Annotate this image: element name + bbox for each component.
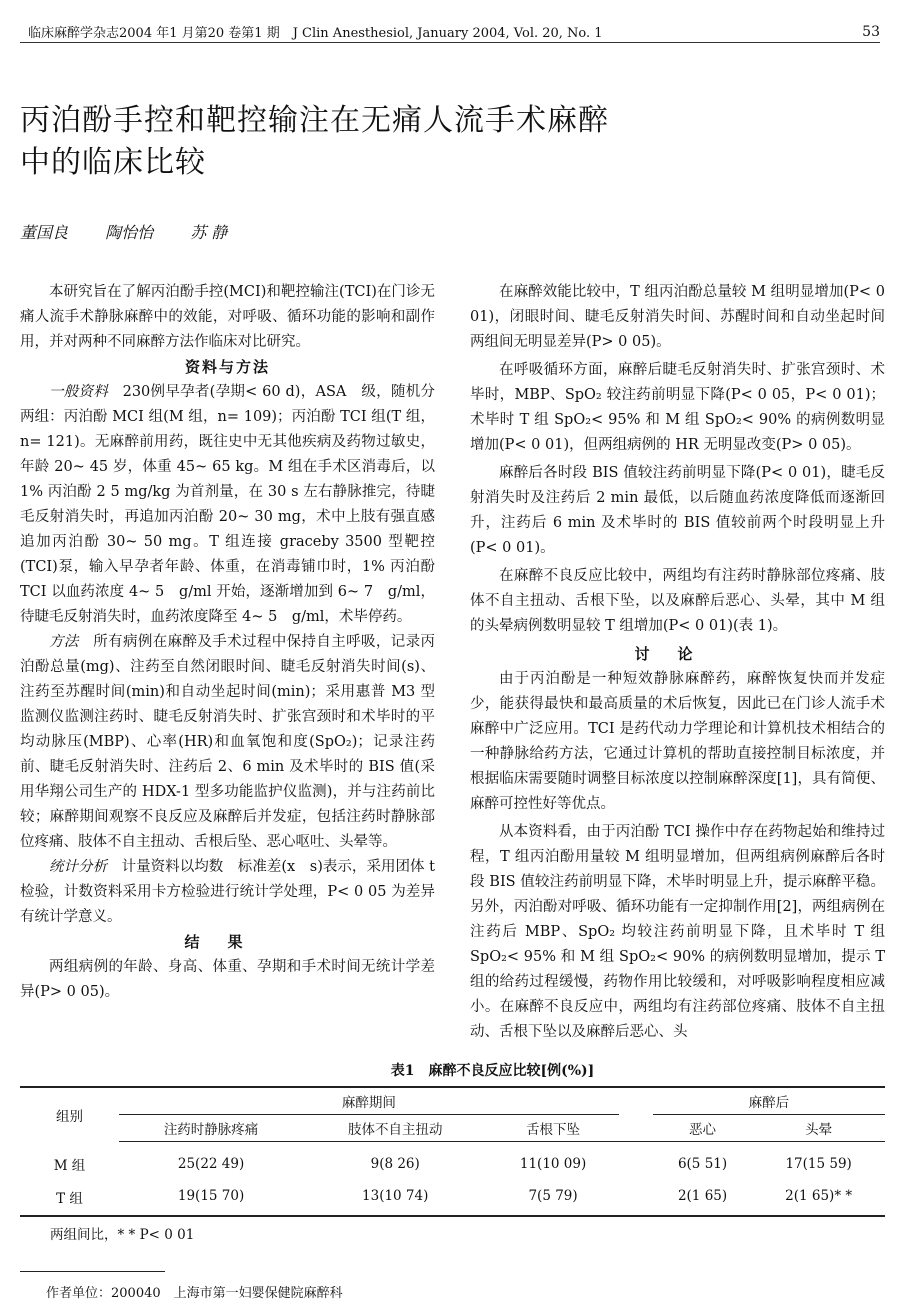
cell: 7(5 79) [528,1188,578,1204]
paragraph-text: 230例早孕者(孕期< 60 d)，ASA 级，随机分两组：丙泊酚 MCI 组(M 组，n= 109)；丙泊酚 TCI 组(T 组，n= 121)。无麻醉前用药，既往史中无其他疾病及药物过敏史，年龄 20~ 45 岁，体重 45~ 65 kg。M 组在手术区消毒后，以1% 丙泊酚 2 5 mg/kg 为首剂量，在 30 s 左右静脉推完，待睫毛反射消失时，再追加丙泊酚 20~ 30 mg，术中上肢有强直感追加丙泊酚 30~ 50 mg。T 组连接 graceby 3500 型靶控(TCI)泵，输入早孕者年龄、体重，在消毒铺巾时，1% 丙泊酚 TCI 以血药浓度 4~ 5 g/ml 开始，逐渐增加到 6~ 7 g/ml，待睫毛反射消失时，血药浓度降至 4~ 5 g/ml，术毕停药。 [20,384,436,625]
spacer [619,1115,653,1142]
runin-head: 方法 [49,634,79,650]
during-header: 麻醉期间 [119,1087,619,1115]
journal-citation: 临床麻醉学杂志2004 年1 月第20 卷第1 期 J Clin Anesthesiol, January 2004, Vol. 20, No. 1 [28,26,603,41]
author-affiliation: 作者单位：200040 上海市第一妇婴保健院麻醉科 [46,1286,343,1301]
two-column-text [20,280,885,1048]
section-heading-discussion: 讨论 [634,645,721,663]
table-caption: 表1 麻醉不良反应比较[例(%)] [390,1063,595,1079]
cell: 2(1 65) [677,1188,728,1204]
authors [20,220,259,243]
column-header: 注药时静脉疼痛 [119,1115,303,1142]
footnote-divider [20,1271,165,1272]
spacer [619,1087,653,1115]
title-line-2: 中的临床比较 [20,145,206,180]
article-body [20,280,885,1307]
row-group: T 组 [56,1191,83,1207]
cell: 2(1 65)* * [785,1188,853,1204]
table-row [20,1177,885,1216]
section-heading-results: 结果 [184,933,271,951]
table-note: 两组间比，* * P< 0 01 [50,1227,195,1243]
left-column [20,280,435,1005]
spacer [619,1142,653,1178]
paragraph-method [20,630,435,855]
column-header: 头晕 [752,1115,885,1142]
group-header: 组别 [56,1108,83,1125]
paragraph: 从本资料看，由于丙泊酚 TCI 操作中存在药物起始和维持过程，T 组丙泊酚用量较 M 组明显增加，但两组病例麻醉后各时段 BIS 值较注药前明显下降，术毕时明显上升，提示麻醉平稳。另外，丙泊酚对呼吸、循环功能有一定抑制作用[2]，两组病例在注药后 MBP、SpO₂ 均较注药前明显下降，且术毕时 T 组 SpO₂< 95% 和 M 组 SpO₂< 90% 的病例数明显增加，提示 T 组的给药过程缓慢，药物作用比较缓和，对呼吸影响程度相应减小。在麻醉不良反应中，两组均有注药部位疼痛、肢体不自主扭动、舌根下坠以及麻醉后恶心、头 [470,824,885,1040]
table-1 [20,1060,885,1243]
column-header: 恶心 [653,1115,752,1142]
spacer [619,1177,653,1216]
title-line-1: 丙泊酚手控和靶控输注在无痛人流手术麻醉 [20,103,609,138]
after-header: 麻醉后 [653,1087,885,1115]
cell: 19(15 70) [177,1188,245,1204]
paragraph: 在麻醉效能比较中，T 组丙泊酚总量较 M 组明显增加(P< 0 01)，闭眼时间、睫毛反射消失时间、苏醒时间和自动坐起时间两组间无明显差异(P> 0 05)。 [470,284,885,350]
paragraph-text: 计量资料以均数 标准差(x s)表示，采用团体 t 检验，计数资料采用卡方检验进行统计学处理，P< 0 05 为差异有统计学意义。 [20,859,436,925]
adverse-reaction-table [20,1086,885,1217]
author: 董国良 [20,223,69,242]
author: 陶怡怡 [105,223,154,242]
intro-paragraph: 本研究旨在了解丙泊酚手控(MCI)和靶控输注(TCI)在门诊无痛人流手术静脉麻醉中的效能，对呼吸、循环功能的影响和副作用，并对两种不同麻醉方法作临床对比研究。 [20,284,435,350]
cell: 6(5 51) [677,1156,728,1172]
table-row [20,1142,885,1178]
page-number: 53 [862,24,880,40]
article-title [20,100,609,184]
author: 苏 静 [190,223,228,242]
column-header: 肢体不自主扭动 [303,1115,487,1142]
paragraph-statistics [20,855,435,930]
paragraph-text: 所有病例在麻醉及手术过程中保持自主呼吸，记录丙泊酚总量(mg)、注药至自然闭眼时间、睫毛反射消失时间(s)、注药至苏醒时间(min)和自动坐起时间(min)；采用惠普 M3 型监测仪监测注药时、睫毛反射消失时、扩张宫颈时和术毕时的平均动脉压(MBP)、心率(HR)和血氧饱和度(SpO₂)；记录注药前、睫毛反射消失时、注药后 2、6 min 及术毕时的 BIS 值(采用华翔公司生产的 HDX-1 型多功能监护仪监测)，并与注药前比较；麻醉期间观察不良反应及麻醉后并发症，包括注药时静脉部位疼痛、肢体不自主扭动、舌根后坠、恶心呕吐、头晕等。 [20,634,435,850]
column-header: 舌根下坠 [487,1115,619,1142]
row-group: M 组 [53,1157,86,1174]
section-heading-methods: 资料与方法 [184,358,270,376]
cell: 13(10 74) [362,1188,429,1204]
cell: 9(8 26) [370,1156,420,1172]
paragraph: 在呼吸循环方面，麻醉后睫毛反射消失时、扩张宫颈时、术毕时，MBP、SpO₂ 较注药前明显下降(P< 0 05，P< 0 01)；术毕时 T 组 SpO₂< 95% 和 M 组 SpO₂< 90% 的病例数明显增加(P< 0 01)，但两组病例的 HR 无明显改变(P> 0 05)。 [470,362,885,453]
cell: 25(22 49) [177,1156,245,1172]
right-column [470,280,885,1048]
runin-head: 一般资料 [49,384,109,400]
cell: 17(15 59) [785,1156,852,1172]
paragraph-general [20,380,435,630]
runin-head: 统计分析 [49,859,108,875]
paragraph: 在麻醉不良反应比较中，两组均有注药时静脉部位疼痛、肢体不自主扭动、舌根下坠，以及麻醉后恶心、头晕，其中 M 组的头晕病例数明显较 T 组增加(P< 0 01)(表 1)。 [470,568,885,634]
cell: 11(10 09) [519,1156,587,1172]
paragraph: 麻醉后各时段 BIS 值较注药前明显下降(P< 0 01)，睫毛反射消失时及注药后 2 min 最低，以后随血药浓度降低而逐渐回升，注药后 6 min 及术毕时的 BIS 值较前两个时段明显上升(P< 0 01)。 [470,465,885,556]
running-header [20,20,880,43]
paragraph-results: 两组病例的年龄、身高、体重、孕期和手术时间无统计学差异(P> 0 05)。 [20,959,435,1000]
paragraph: 由于丙泊酚是一种短效静脉麻醉药，麻醉恢复快而并发症少，能获得最快和最高质量的术后恢复，因此已在门诊人流手术麻醉中广泛应用。TCI 是药代动力学理论和计算机技术相结合的一种静脉给药方法，它通过计算机的帮助直接控制目标浓度，并根据临床需要随时调整目标浓度以控制麻醉深度[1]，具有简便、麻醉可控性好等优点。 [470,671,885,812]
